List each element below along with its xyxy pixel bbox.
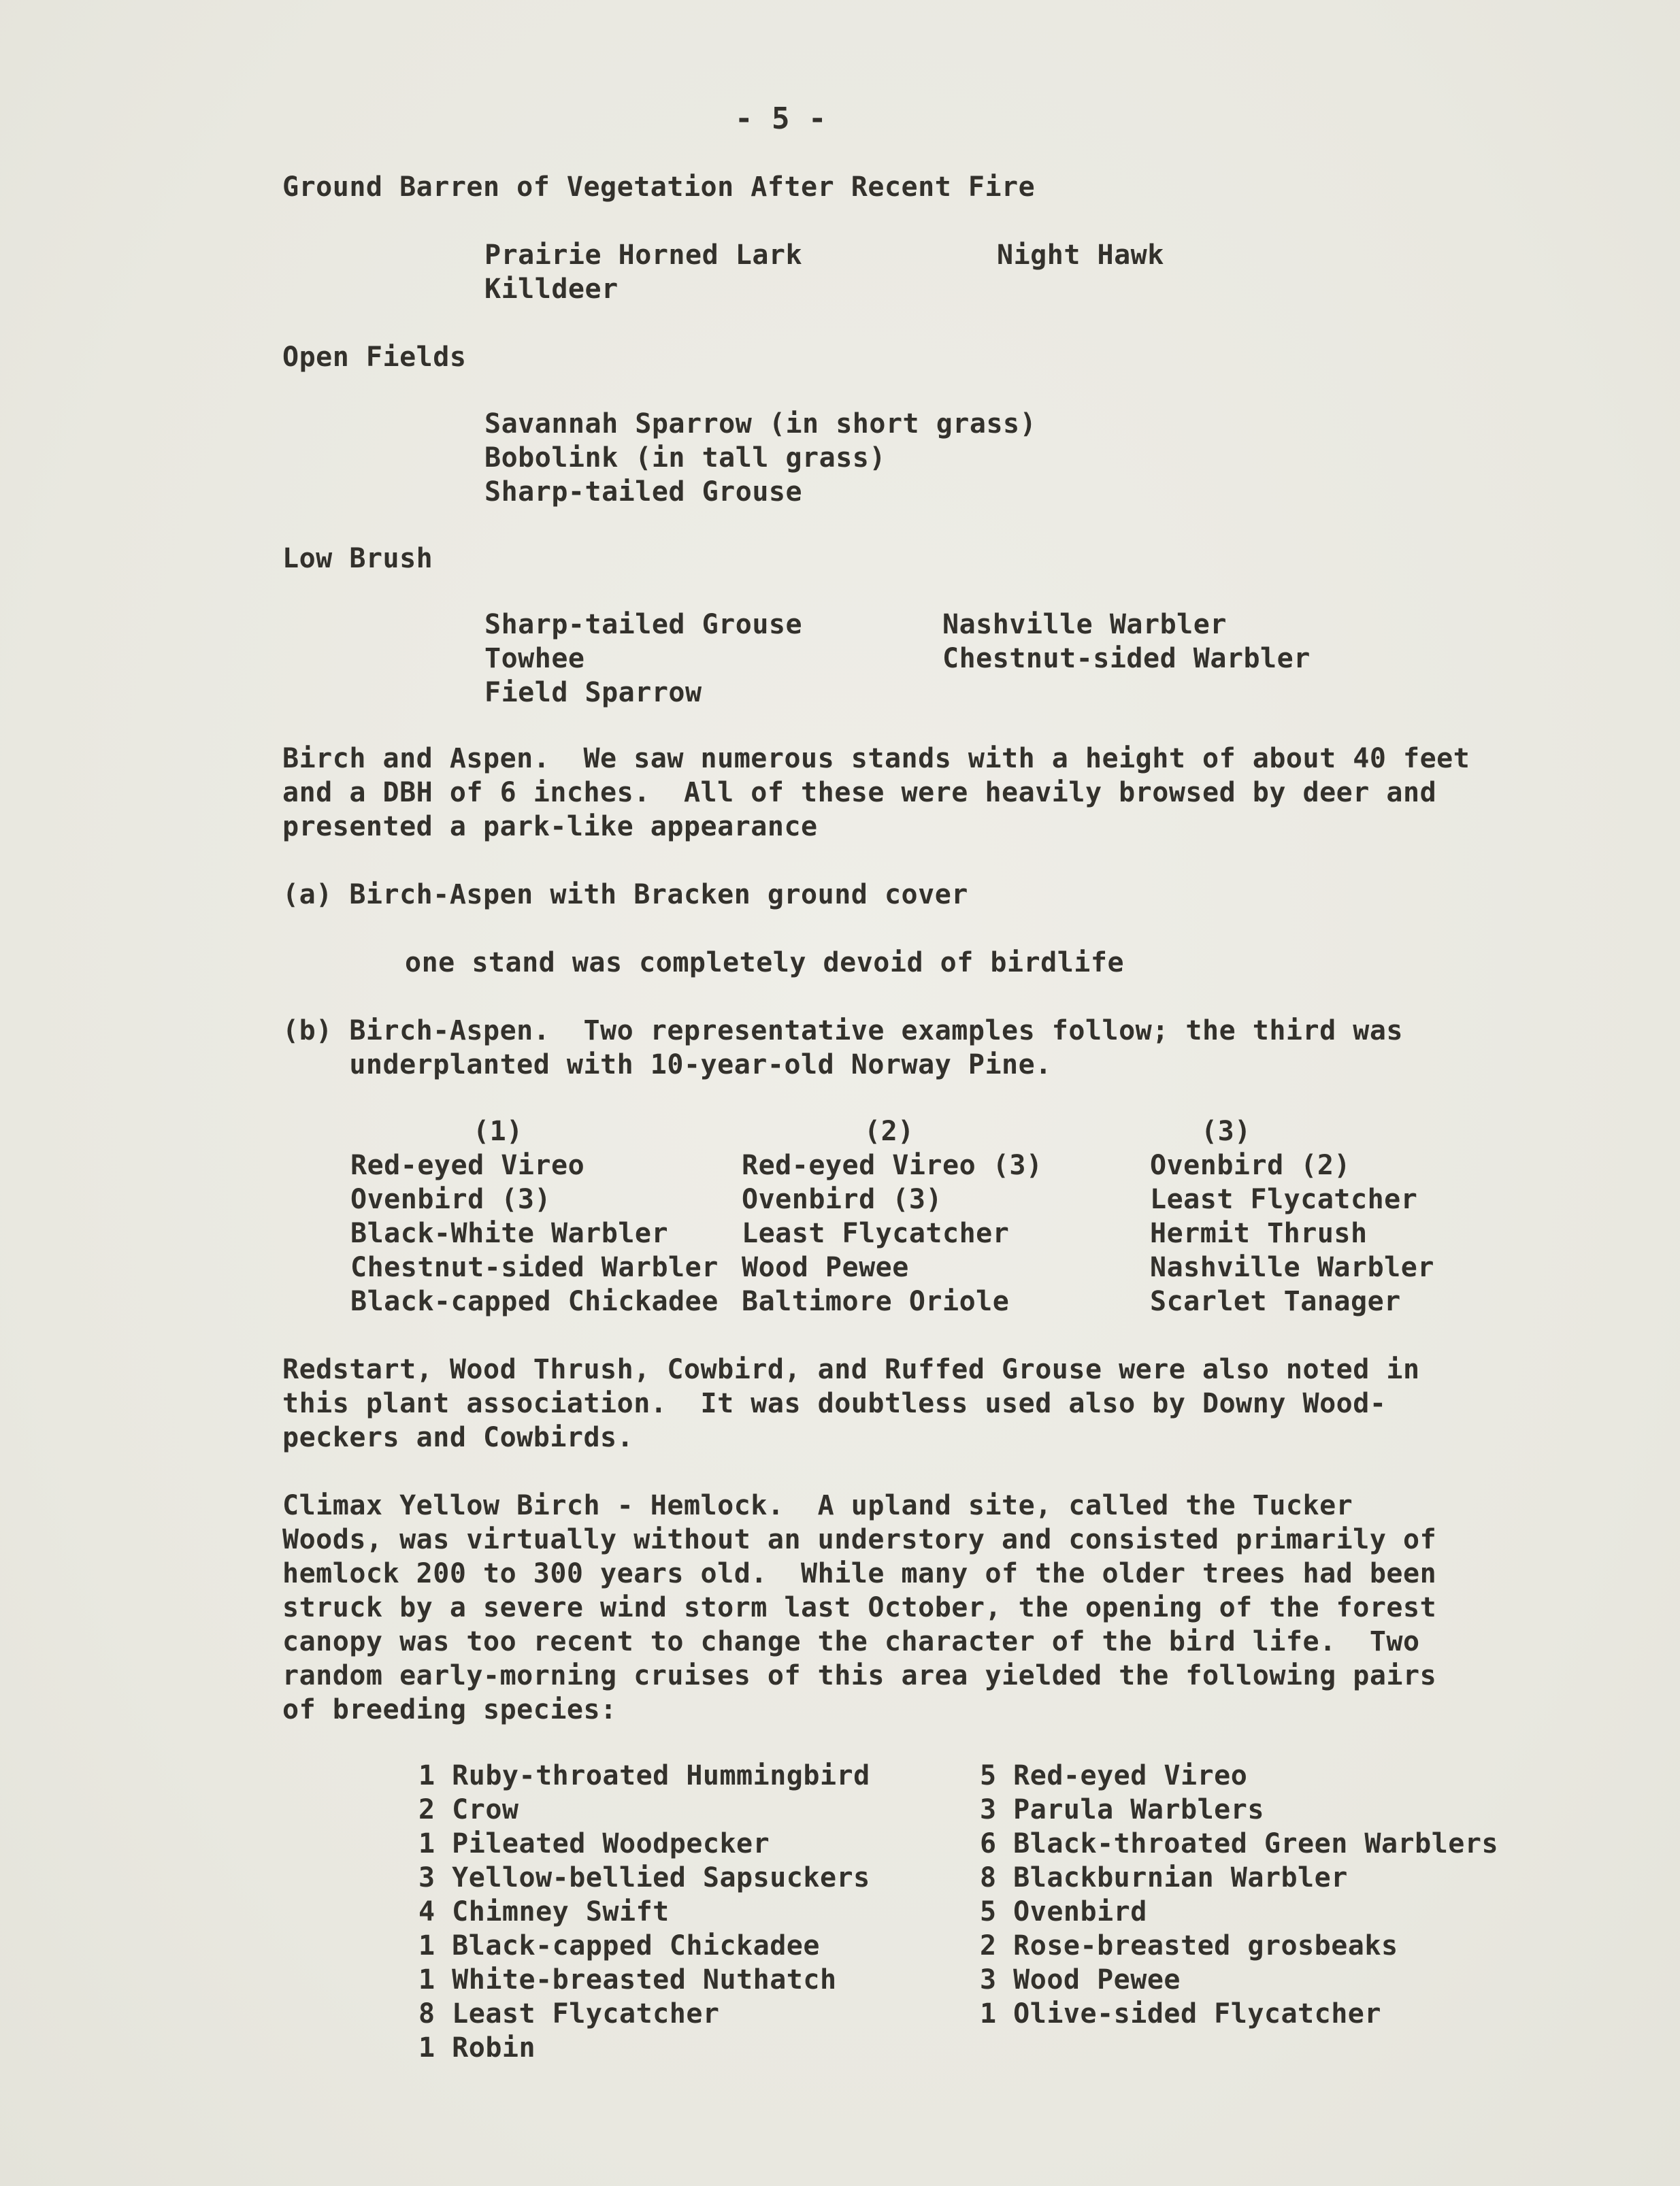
list-item: Towhee: [484, 643, 585, 674]
subsection-heading-a: (a) Birch-Aspen with Bracken ground cover: [282, 879, 968, 910]
list-item: 2 Rose-breasted grosbeaks: [980, 1930, 1398, 1961]
paragraph-line: Redstart, Wood Thrush, Cowbird, and Ruffed Grouse were also noted in: [282, 1354, 1420, 1385]
list-item: 3 Wood Pewee: [980, 1964, 1181, 1995]
table-cell: Scarlet Tanager: [1150, 1286, 1401, 1317]
list-item: 1 White-breasted Nuthatch: [418, 1964, 837, 1995]
list-item: Sharp-tailed Grouse: [484, 609, 803, 640]
list-item: 1 Robin: [418, 2032, 536, 2064]
page-number: - 5 -: [735, 101, 827, 136]
list-item: 1 Pileated Woodpecker: [418, 1828, 770, 1859]
paragraph-line: hemlock 200 to 300 years old. While many of the older trees had been: [282, 1558, 1437, 1589]
paragraph-line: this plant association. It was doubtless used also by Downy Wood-: [282, 1388, 1387, 1419]
table-cell: Black-White Warbler: [350, 1218, 669, 1249]
list-item: Prairie Horned Lark: [484, 239, 803, 271]
list-item: Sharp-tailed Grouse: [484, 476, 803, 508]
list-item: Nashville Warbler: [942, 609, 1227, 640]
list-item: Chestnut-sided Warbler: [942, 643, 1311, 674]
paragraph-line: Climax Yellow Birch - Hemlock. A upland site, called the Tucker: [282, 1490, 1353, 1521]
table-cell: Least Flycatcher: [742, 1218, 1010, 1249]
list-item: 4 Chimney Swift: [418, 1896, 670, 1927]
paragraph-line: Birch and Aspen. We saw numerous stands with a height of about 40 feet: [282, 743, 1470, 774]
table-cell: Baltimore Oriole: [742, 1286, 1010, 1317]
table-cell: Least Flycatcher: [1150, 1184, 1418, 1215]
paragraph-line: peckers and Cowbirds.: [282, 1422, 634, 1453]
list-item: 1 Olive-sided Flycatcher: [980, 1998, 1381, 2030]
list-item: 2 Crow: [418, 1794, 519, 1825]
list-item: 5 Red-eyed Vireo: [980, 1760, 1248, 1791]
list-item: Savannah Sparrow (in short grass): [484, 408, 1037, 440]
table-cell: Ovenbird (3): [350, 1184, 551, 1215]
list-item: 3 Yellow-bellied Sapsuckers: [418, 1862, 870, 1893]
table-cell: Ovenbird (3): [742, 1184, 942, 1215]
table-cell: Red-eyed Vireo: [350, 1150, 585, 1181]
table-cell: Nashville Warbler: [1150, 1252, 1434, 1283]
paragraph-line: Woods, was virtually without an understory and consisted primarily of: [282, 1524, 1437, 1555]
paragraph-line: (b) Birch-Aspen. Two representative examples follow; the third was: [282, 1015, 1403, 1046]
paragraph-line: random early-morning cruises of this area yielded the following pairs: [282, 1660, 1437, 1691]
subsection-text-a: one stand was completely devoid of birdlife: [405, 947, 1125, 978]
list-item: 8 Blackburnian Warbler: [980, 1862, 1348, 1893]
table-header: (1): [473, 1116, 523, 1147]
list-item: Field Sparrow: [484, 677, 702, 708]
table-cell: Red-eyed Vireo (3): [742, 1150, 1043, 1181]
table-header: (3): [1201, 1116, 1251, 1147]
list-item: 5 Ovenbird: [980, 1896, 1147, 1927]
table-header: (2): [864, 1116, 915, 1147]
section-heading-barren: Ground Barren of Vegetation After Recent Fire: [282, 171, 1036, 203]
table-cell: Ovenbird (2): [1150, 1150, 1351, 1181]
paragraph-line: of breeding species:: [282, 1694, 617, 1725]
list-item: Killdeer: [484, 274, 619, 305]
paragraph-line: presented a park-like appearance: [282, 811, 818, 842]
list-item: Night Hawk: [997, 239, 1164, 271]
table-cell: Hermit Thrush: [1150, 1218, 1368, 1249]
paragraph-line: underplanted with 10-year-old Norway Pine.: [282, 1049, 1052, 1080]
list-item: 6 Black-throated Green Warblers: [980, 1828, 1499, 1859]
list-item: Bobolink (in tall grass): [484, 442, 886, 474]
list-item: 1 Black-capped Chickadee: [418, 1930, 820, 1961]
section-heading-low-brush: Low Brush: [282, 543, 433, 574]
paragraph-line: struck by a severe wind storm last October, the opening of the forest: [282, 1592, 1437, 1623]
paragraph-line: and a DBH of 6 inches. All of these were heavily browsed by deer and: [282, 777, 1437, 808]
list-item: 3 Parula Warblers: [980, 1794, 1264, 1825]
list-item: 1 Ruby-throated Hummingbird: [418, 1760, 870, 1791]
table-cell: Wood Pewee: [742, 1252, 909, 1283]
list-item: 8 Least Flycatcher: [418, 1998, 720, 2030]
table-cell: Chestnut-sided Warbler: [350, 1252, 719, 1283]
table-cell: Black-capped Chickadee: [350, 1286, 719, 1317]
paragraph-line: canopy was too recent to change the character of the bird life. Two: [282, 1626, 1420, 1657]
section-heading-open-fields: Open Fields: [282, 342, 467, 373]
